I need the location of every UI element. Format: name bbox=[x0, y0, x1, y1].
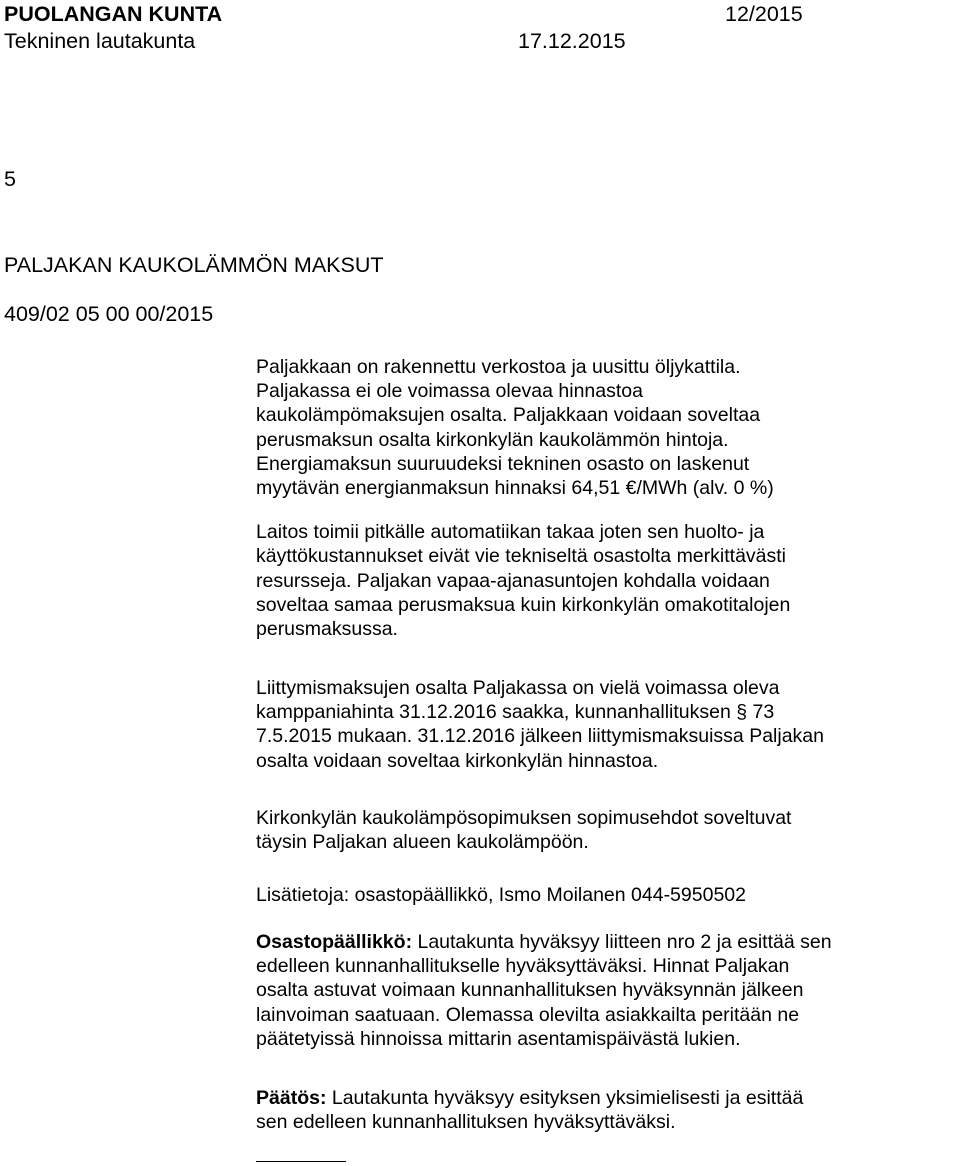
text-line: perusmaksun osalta kirkonkylän kaukolämmön hintoja. bbox=[256, 428, 729, 451]
text-line: soveltaa samaa perusmaksua kuin kirkonkylän omakotitalojen bbox=[256, 593, 791, 616]
decision-text: Lautakunta hyväksyy esityksen yksimielisesti ja esittää bbox=[326, 1087, 804, 1109]
committee-name: Tekninen lautakunta bbox=[4, 29, 196, 53]
organization-name: PUOLANGAN KUNTA bbox=[4, 2, 223, 26]
text-line: Liittymismaksujen osalta Paljakassa on vielä voimassa oleva bbox=[256, 677, 780, 699]
item-reference: 409/02 05 00 00/2015 bbox=[4, 302, 214, 326]
text-line bbox=[256, 1086, 803, 1110]
text-line: osalta voidaan soveltaa kirkonkylän hinnastoa. bbox=[256, 749, 659, 772]
decision-label: Päätös: bbox=[256, 1087, 327, 1109]
text-line: Kirkonkylän kaukolämpösopimuksen sopimusehdot soveltuvat bbox=[256, 807, 792, 829]
text-line: päätetyissä hinnoissa mittarin asentamispäivästä lukien. bbox=[256, 1027, 741, 1050]
proposal-label: Osastopäällikkö: bbox=[256, 931, 413, 953]
text-line: Paljakassa ei ole voimassa olevaa hinnastoa bbox=[256, 380, 643, 403]
text-line: kaukolämpömaksujen osalta. Paljakkaan voidaan soveltaa bbox=[256, 404, 761, 427]
text-line: Laitos toimii pitkälle automatiikan takaa joten sen huolto- ja bbox=[256, 521, 765, 544]
text-line: edelleen kunnanhallitukselle hyväksyttäväksi. Hinnat Paljakan bbox=[256, 955, 790, 978]
text-line: Paljakkaan on rakennettu verkostoa ja uusittu öljykattila. bbox=[256, 356, 741, 378]
text-line: lainvoiman saatuaan. Olemassa olevilta asiakkailta peritään ne bbox=[256, 1003, 800, 1026]
text-line: 7.5.2015 mukaan. 31.12.2016 jälkeen liittymismaksuissa Paljakan bbox=[256, 725, 824, 748]
text-line: resursseja. Paljakan vapaa-ajanasuntojen kohdalla voidaan bbox=[256, 569, 770, 592]
text-line: Lisätietoja: osastopäällikkö, Ismo Moilanen 044-5950502 bbox=[256, 884, 746, 906]
item-number: 5 bbox=[4, 167, 16, 191]
minutes-number: 12/2015 bbox=[725, 2, 803, 26]
text-line: myytävän energianmaksun hinnaksi 64,51 €/MWh (alv. 0 %) bbox=[256, 477, 774, 499]
item-title: PALJAKAN KAUKOLÄMMÖN MAKSUT bbox=[4, 253, 384, 277]
proposal-text: Lautakunta hyväksyy liitteen nro 2 ja esittää sen bbox=[412, 931, 832, 953]
text-line: täysin Paljakan alueen kaukolämpöön. bbox=[256, 831, 589, 854]
text-line: kamppaniahinta 31.12.2016 saakka, kunnanhallituksen § 73 bbox=[256, 701, 775, 724]
text-line: perusmaksussa. bbox=[256, 618, 398, 640]
item-body bbox=[256, 355, 960, 1155]
text-line: sen edelleen kunnanhallituksen hyväksyttäväksi. bbox=[256, 1111, 676, 1134]
text-line: osalta astuvat voimaan kunnanhallituksen hyväksynnän jälkeen bbox=[256, 979, 804, 1002]
closing-rule bbox=[256, 1161, 346, 1162]
meeting-date: 17.12.2015 bbox=[518, 29, 626, 53]
text-line: käyttökustannukset eivät vie tekniseltä osastolta merkittävästi bbox=[256, 545, 787, 568]
text-line bbox=[256, 930, 832, 954]
text-line: Energiamaksun suuruudeksi tekninen osasto on laskenut bbox=[256, 452, 750, 475]
